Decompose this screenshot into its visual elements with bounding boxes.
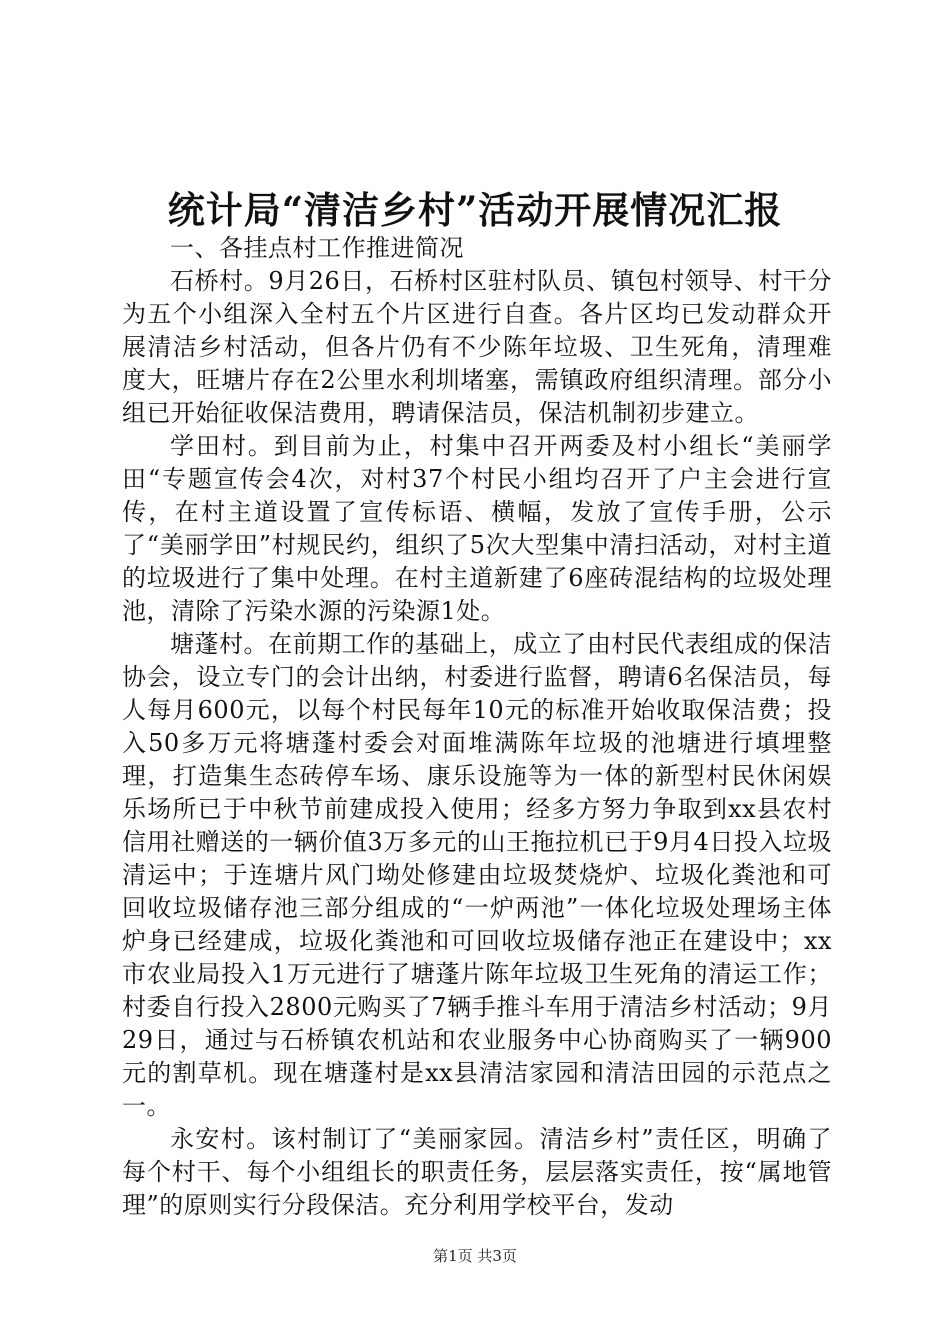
paragraph-xuetian-village: 学田村。到目前为止，村集中召开两委及村小组长“美丽学田“专题宣传会4次，对村37个村民小组均召开了户主会进行宣传，在村主道设置了宣传标语、横幅，发放了宣传手册，公示了“美丽学田”村规民约，组织了5次大型集中清扫活动，对村主道的垃圾进行了集中处理。在村主道新建了6座砖混结构的垃圾处理池，清除了污染水源的污染源1处。 (122, 432, 832, 625)
paragraph-yongan-village: 永安村。该村制订了“美丽家园。清洁乡村”责任区，明确了每个村干、每个小组组长的职责任务，层层落实责任，按“属地管理”的原则实行分段保洁。充分利用学校平台，发动 (122, 1125, 832, 1219)
document-body (122, 232, 832, 1222)
paragraph-tangpeng-village: 塘蓬村。在前期工作的基础上，成立了由村民代表组成的保洁协会，设立专门的会计出纳，村委进行监督，聘请6名保洁员，每人每月600元，以每个村民每年10元的标准开始收取保洁费；投入50多万元将塘蓬村委会对面堆满陈年垃圾的池塘进行填埋整理，打造集生态砖停车场、康乐设施等为一体的新型村民休闲娱乐场所已于中秋节前建成投入使用；经多方努力争取到xx县农村信用社赠送的一辆价值3万多元的山王拖拉机已于9月4日投入垃圾清运中；于连塘片风门坳处修建由垃圾焚烧炉、垃圾化粪池和可回收垃圾储存池三部分组成的“一炉两池”一体化垃圾处理场主体炉身已经建成，垃圾化粪池和可回收垃圾储存池正在建设中；xx市农业局投入1万元进行了塘蓬片陈年垃圾卫生死角的清运工作；村委自行投入2800元购买了7辆手推斗车用于清洁乡村活动；9月29日，通过与石桥镇农机站和农业服务中心协商购买了一辆900元的割草机。现在塘蓬村是xx县清洁家园和清洁田园的示范点之一。 (122, 630, 832, 1120)
section-heading: 一、各挂点村工作推进简况 (170, 234, 464, 262)
paragraph-shiqiao-village: 石桥村。9月26日，石桥村区驻村队员、镇包村领导、村干分为五个小组深入全村五个片区进行自查。各片区均已发动群众开展清洁乡村活动，但各片仍有不少陈年垃圾、卫生死角，清理难度大，旺塘片存在2公里水利圳堵塞，需镇政府组织清理。部分小组已开始征收保洁费用，聘请保洁员，保洁机制初步建立。 (122, 267, 832, 427)
document-title: 统计局“清洁乡村”活动开展情况汇报 (167, 188, 783, 232)
page-number-footer: 第1页 共3页 (433, 1247, 517, 1265)
